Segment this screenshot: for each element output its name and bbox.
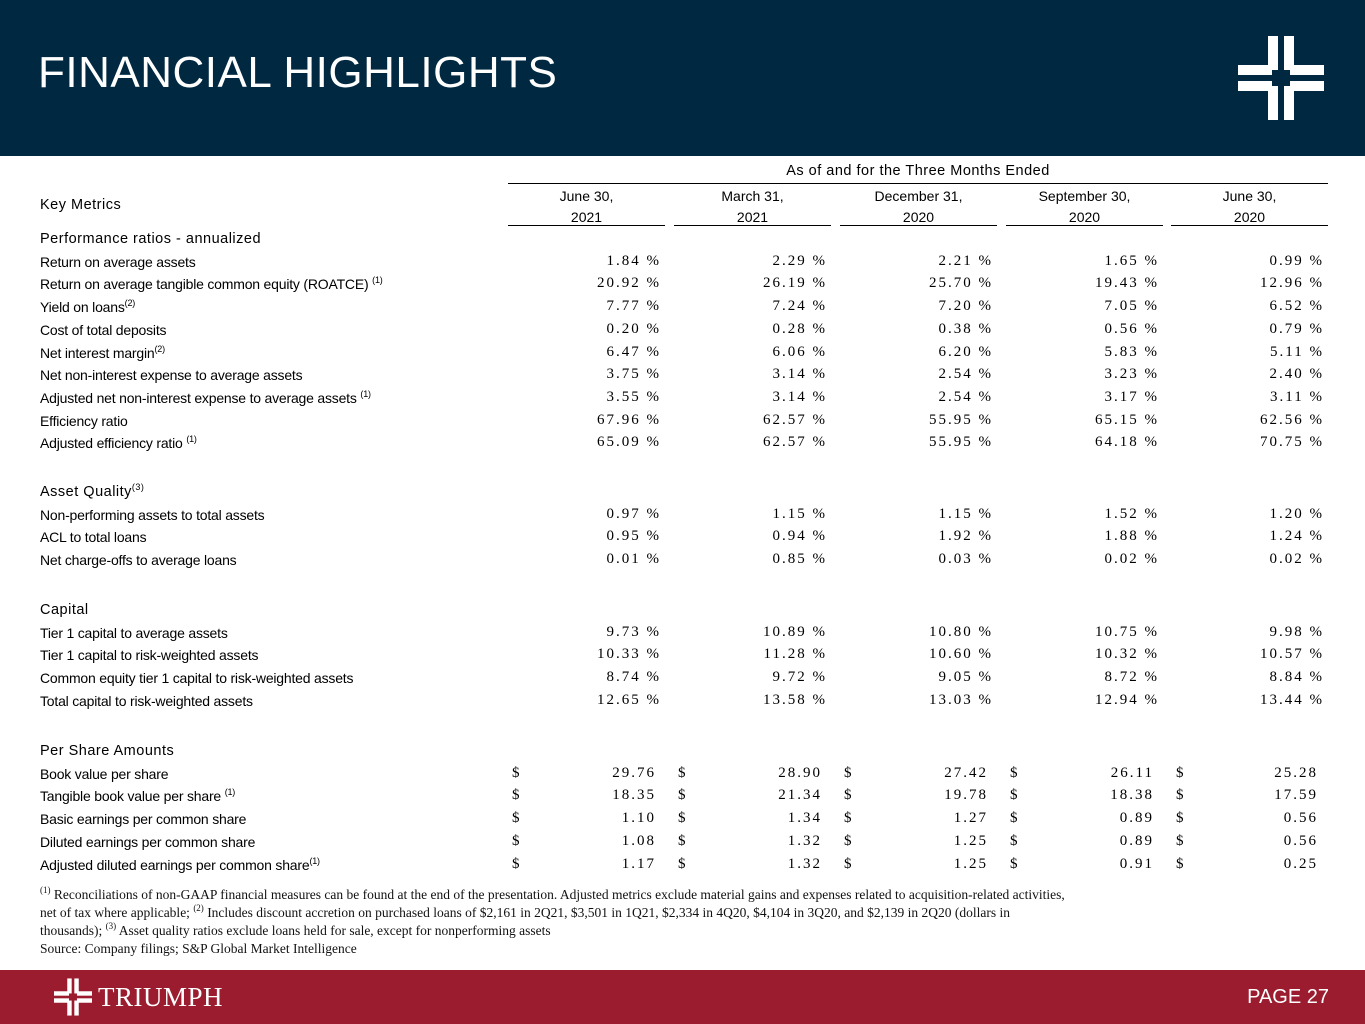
- metric-label: [40, 857, 320, 873]
- currency-symbol: $: [512, 787, 520, 804]
- table-cell: 18.35: [612, 787, 656, 804]
- metric-label: [40, 834, 255, 850]
- table-cell: 10.80 %: [929, 623, 993, 640]
- table-cell: 10.60 %: [929, 646, 993, 663]
- table-cell: 0.97 %: [606, 505, 661, 522]
- currency-symbol: $: [1010, 855, 1018, 872]
- table-cell: 7.24 %: [772, 298, 827, 315]
- table-cell: 9.72 %: [772, 669, 827, 686]
- table-cell: 3.14 %: [772, 366, 827, 383]
- section-title: [40, 484, 144, 500]
- table-row: [0, 411, 1365, 433]
- table-cell: 11.28 %: [763, 646, 827, 663]
- table-cell: 2.40 %: [1269, 366, 1324, 383]
- table-row: [0, 786, 1365, 808]
- metric-label: [40, 345, 165, 361]
- footnotes: [40, 886, 1330, 958]
- table-cell: 0.01 %: [606, 551, 661, 568]
- column-header: [1171, 186, 1328, 228]
- table-cell: 1.92 %: [938, 528, 993, 545]
- footnote-1-text-cont: net of tax where applicable;: [40, 905, 194, 920]
- table-cell: 0.95 %: [606, 528, 661, 545]
- column-header-rule: [508, 225, 665, 226]
- column-header-year: 2020: [902, 209, 935, 225]
- column-header-date: June 30,: [559, 188, 614, 204]
- column-header: [674, 186, 831, 228]
- table-cell: 2.54 %: [938, 366, 993, 383]
- metric-label: [40, 811, 246, 827]
- table-cell: 0.56: [1283, 832, 1318, 849]
- table-cell: 13.58 %: [763, 691, 827, 708]
- section-header-row: [0, 600, 1365, 622]
- column-header-rule: [1006, 225, 1163, 226]
- footnote-2-text-cont: thousands);: [40, 923, 106, 938]
- section-title-text: Asset Quality: [40, 484, 132, 500]
- metric-label: [40, 254, 196, 270]
- table-cell: 2.54 %: [938, 388, 993, 405]
- table-row: [0, 645, 1365, 667]
- table-cell: 9.05 %: [938, 669, 993, 686]
- metric-label-text: Return on average assets: [40, 253, 196, 270]
- section-title: [40, 602, 89, 618]
- table-cell: 65.09 %: [597, 434, 661, 451]
- column-header-year: 2021: [570, 209, 603, 225]
- section-title: [40, 743, 174, 759]
- table-cell: 67.96 %: [597, 411, 661, 428]
- table-row: [0, 505, 1365, 527]
- metric-label: [40, 693, 253, 709]
- currency-symbol: $: [844, 764, 852, 781]
- table-cell: 65.15 %: [1095, 411, 1159, 428]
- table-cell: 8.72 %: [1104, 669, 1159, 686]
- metric-label: [40, 647, 258, 663]
- column-header-date: June 30,: [1222, 188, 1277, 204]
- table-cell: 13.44 %: [1260, 691, 1324, 708]
- table-cell: 5.83 %: [1104, 343, 1159, 360]
- currency-symbol: $: [512, 764, 520, 781]
- table-cell: 1.25: [953, 855, 988, 872]
- metric-label-text: Cost of total deposits: [40, 321, 167, 338]
- currency-symbol: $: [844, 855, 852, 872]
- footnote-line-2: [40, 904, 1330, 922]
- table-cell: 0.02 %: [1269, 551, 1324, 568]
- table-cell: 0.85 %: [772, 551, 827, 568]
- table-cell: 1.84 %: [606, 252, 661, 269]
- table-row: [0, 343, 1365, 365]
- table-row: [0, 252, 1365, 274]
- metric-label-text: Diluted earnings per common share: [40, 833, 256, 850]
- table-cell: 6.20 %: [938, 343, 993, 360]
- footnote-marker: (2): [154, 343, 165, 354]
- table-cell: 7.77 %: [606, 298, 661, 315]
- currency-symbol: $: [844, 832, 852, 849]
- table-cell: 10.32 %: [1095, 646, 1159, 663]
- table-cell: 19.43 %: [1095, 275, 1159, 292]
- column-header: [840, 186, 997, 228]
- table-cell: 20.92 %: [597, 275, 661, 292]
- currency-symbol: $: [678, 855, 686, 872]
- table-cell: 1.52 %: [1104, 505, 1159, 522]
- table-cell: 1.08: [621, 832, 656, 849]
- table-cell: 0.56 %: [1104, 320, 1159, 337]
- metric-label-text: Tier 1 capital to average assets: [40, 624, 228, 641]
- footnote-marker: (1): [224, 787, 236, 798]
- column-header-date: March 31,: [721, 188, 784, 204]
- metric-label-text: Tangible book value per share: [40, 788, 221, 805]
- table-cell: 25.28: [1274, 764, 1318, 781]
- section-title-text: Performance ratios - annualized: [40, 231, 262, 247]
- table-cell: 0.03 %: [938, 551, 993, 568]
- table-cell: 0.20 %: [606, 320, 661, 337]
- table-cell: 0.38 %: [938, 320, 993, 337]
- header-bar: [0, 0, 1365, 156]
- table-cell: 5.11 %: [1270, 343, 1324, 360]
- table-cell: 8.84 %: [1269, 669, 1324, 686]
- table-cell: 62.56 %: [1260, 411, 1324, 428]
- page-title: FINANCIAL HIGHLIGHTS: [38, 48, 558, 97]
- table-cell: 62.57 %: [763, 411, 827, 428]
- table-cell: 1.88 %: [1104, 528, 1159, 545]
- metric-label-text: Return on average tangible common equity (ROATCE): [40, 276, 369, 293]
- table-cell: 70.75 %: [1260, 434, 1324, 451]
- metric-label-text: Tier 1 capital to risk-weighted assets: [40, 647, 259, 664]
- metric-label-text: Net interest margin: [40, 344, 155, 361]
- table-cell: 10.89 %: [763, 623, 827, 640]
- table-row: [0, 433, 1365, 455]
- currency-symbol: $: [1176, 787, 1184, 804]
- metric-label: [40, 299, 135, 315]
- metric-label: [40, 322, 166, 338]
- table-cell: 1.15 %: [772, 505, 827, 522]
- table-cell: 0.89: [1119, 832, 1154, 849]
- metric-label-text: Common equity tier 1 capital to risk-weighted assets: [40, 670, 354, 687]
- table-cell: 6.52 %: [1269, 298, 1324, 315]
- table-cell: 1.25: [953, 832, 988, 849]
- table-cell: 7.05 %: [1104, 298, 1159, 315]
- table-cell: 2.29 %: [772, 252, 827, 269]
- table-cell: 17.59: [1274, 787, 1318, 804]
- table-cell: 25.70 %: [929, 275, 993, 292]
- table-cell: 7.20 %: [938, 298, 993, 315]
- currency-symbol: $: [512, 855, 520, 872]
- metric-label-text: Efficiency ratio: [40, 412, 128, 429]
- table-cell: 2.21 %: [938, 252, 993, 269]
- table-row: [0, 691, 1365, 713]
- section-header-row: [0, 741, 1365, 763]
- metric-label-text: Book value per share: [40, 765, 169, 782]
- footnote-marker: (1): [309, 855, 320, 866]
- table-cell: 3.55 %: [606, 388, 661, 405]
- table-row: [0, 550, 1365, 572]
- table-cell: 0.02 %: [1104, 551, 1159, 568]
- metric-label: [40, 766, 168, 782]
- table-cell: 3.14 %: [772, 388, 827, 405]
- table-cell: 1.32: [787, 832, 822, 849]
- table-cell: 1.32: [787, 855, 822, 872]
- table-row: [0, 527, 1365, 549]
- table-cell: 26.19 %: [763, 275, 827, 292]
- table-cell: 10.75 %: [1095, 623, 1159, 640]
- footnote-marker: (3): [131, 482, 145, 492]
- table-cell: 29.76: [612, 764, 656, 781]
- table-row: [0, 764, 1365, 786]
- column-header-rule: [674, 225, 831, 226]
- table-cell: 21.34: [778, 787, 822, 804]
- footnote-marker: (1): [360, 388, 371, 399]
- table-cell: 6.47 %: [606, 343, 661, 360]
- table-row: [0, 668, 1365, 690]
- metric-label-text: Total capital to risk-weighted assets: [40, 692, 253, 709]
- table-cell: 0.56: [1283, 810, 1318, 827]
- currency-symbol: $: [1010, 810, 1018, 827]
- footnote-marker: (1): [186, 434, 197, 445]
- footnote-1-marker: (1): [40, 885, 51, 895]
- footnote-line-1: [40, 886, 1330, 904]
- table-cell: 0.79 %: [1269, 320, 1324, 337]
- source-line: Source: Company filings; S&P Global Market Intelligence: [40, 941, 357, 956]
- table-cell: 1.15 %: [938, 505, 993, 522]
- currency-symbol: $: [1176, 855, 1184, 872]
- table-cell: 6.06 %: [772, 343, 827, 360]
- metric-label: [40, 670, 353, 686]
- section-title: [40, 231, 261, 247]
- footer-bar: [0, 970, 1365, 1024]
- metric-label-text: Adjusted diluted earnings per common share: [40, 856, 310, 873]
- metric-label-text: Net charge-offs to average loans: [40, 552, 237, 569]
- metric-label-text: Yield on loans: [40, 299, 125, 316]
- period-header-rule: [508, 183, 1328, 184]
- currency-symbol: $: [678, 810, 686, 827]
- column-header-rule: [840, 225, 997, 226]
- section-header-row: [0, 229, 1365, 251]
- metric-label: [40, 390, 371, 406]
- table-row: [0, 809, 1365, 831]
- table-cell: 0.28 %: [772, 320, 827, 337]
- table-cell: 27.42: [944, 764, 988, 781]
- currency-symbol: $: [844, 787, 852, 804]
- metric-label: [40, 276, 383, 292]
- table-row: [0, 623, 1365, 645]
- currency-symbol: $: [1176, 832, 1184, 849]
- table-cell: 10.33 %: [597, 646, 661, 663]
- table-cell: 1.34: [787, 810, 822, 827]
- table-cell: 0.91: [1119, 855, 1154, 872]
- table-cell: 19.78: [944, 787, 988, 804]
- metric-label-text: Basic earnings per common share: [40, 811, 247, 828]
- metric-label: [40, 529, 146, 545]
- table-cell: 9.73 %: [606, 623, 661, 640]
- table-cell: 55.95 %: [929, 411, 993, 428]
- table-cell: 55.95 %: [929, 434, 993, 451]
- triumph-cross-logo-icon: [1238, 36, 1324, 120]
- currency-symbol: $: [1176, 764, 1184, 781]
- column-header-date: September 30,: [1038, 188, 1131, 204]
- table-cell: 8.74 %: [606, 669, 661, 686]
- table-cell: 12.94 %: [1095, 691, 1159, 708]
- period-header: As of and for the Three Months Ended: [786, 163, 1050, 179]
- table-row: [0, 388, 1365, 410]
- footnote-2-text: Includes discount accretion on purchased loans of $2,161 in 2Q21, $3,501 in 1Q21, $2,334 in 4Q20, $4,104 in 3Q20, and $2,139 in 2Q20 (dollars in: [203, 905, 1010, 920]
- metric-label: [40, 625, 228, 641]
- table-cell: 10.57 %: [1260, 646, 1324, 663]
- table-cell: 0.25: [1283, 855, 1318, 872]
- footnote-3-marker: (3): [105, 921, 117, 931]
- footnote-marker: (1): [372, 275, 383, 286]
- currency-symbol: $: [1176, 810, 1184, 827]
- currency-symbol: $: [512, 832, 520, 849]
- footer-brand-text: TRIUMPH: [98, 981, 224, 1012]
- key-metrics-label: Key Metrics: [40, 197, 122, 213]
- footnote-3-text: Asset quality ratios exclude loans held for sale, except for nonperforming assets: [116, 923, 551, 938]
- currency-symbol: $: [512, 810, 520, 827]
- table-row: [0, 297, 1365, 319]
- triumph-cross-small-icon: [54, 978, 92, 1016]
- section-title-text: Per Share Amounts: [40, 743, 175, 759]
- page-number: PAGE 27: [1247, 986, 1329, 1008]
- table-cell: 1.24 %: [1269, 528, 1324, 545]
- currency-symbol: $: [678, 832, 686, 849]
- metric-label: [40, 367, 302, 383]
- table-cell: 3.75 %: [606, 366, 661, 383]
- table-row: [0, 274, 1365, 296]
- table-cell: 1.20 %: [1269, 505, 1324, 522]
- table-row: [0, 365, 1365, 387]
- currency-symbol: $: [1010, 764, 1018, 781]
- metric-label: [40, 507, 264, 523]
- table-cell: 0.89: [1119, 810, 1154, 827]
- metric-label-text: Adjusted net non-interest expense to average assets: [40, 389, 357, 406]
- table-cell: 12.65 %: [597, 691, 661, 708]
- column-header-year: 2021: [736, 209, 769, 225]
- column-header: [1006, 186, 1163, 228]
- column-header-rule: [1171, 225, 1328, 226]
- section-header-row: [0, 482, 1365, 504]
- table-cell: 64.18 %: [1095, 434, 1159, 451]
- metric-label-text: Non-performing assets to total assets: [40, 506, 265, 523]
- metric-label-text: Adjusted efficiency ratio: [40, 435, 183, 452]
- column-header-year: 2020: [1233, 209, 1266, 225]
- table-row: [0, 855, 1365, 877]
- column-header-year: 2020: [1068, 209, 1101, 225]
- metric-label: [40, 435, 197, 451]
- footnote-2-marker: (2): [193, 903, 204, 913]
- currency-symbol: $: [844, 810, 852, 827]
- footer-logo: [54, 978, 223, 1016]
- table-cell: 0.94 %: [772, 528, 827, 545]
- footnote-1-text: Reconciliations of non-GAAP financial measures can be found at the end of the presentation. Adjusted metrics exclude material gains and expenses related to acquisition-related activities,: [50, 887, 1065, 902]
- metric-label-text: Net non-interest expense to average assets: [40, 367, 303, 384]
- currency-symbol: $: [678, 787, 686, 804]
- footnote-marker: (2): [124, 298, 136, 309]
- table-cell: 1.65 %: [1104, 252, 1159, 269]
- table-cell: 26.11: [1110, 764, 1154, 781]
- table-cell: 1.27: [953, 810, 988, 827]
- table-row: [0, 832, 1365, 854]
- metric-label: [40, 552, 236, 568]
- table-cell: 12.96 %: [1260, 275, 1324, 292]
- table-cell: 3.17 %: [1104, 388, 1159, 405]
- metric-label: [40, 413, 128, 429]
- currency-symbol: $: [678, 764, 686, 781]
- table-cell: 18.38: [1110, 787, 1154, 804]
- table-cell: 3.11 %: [1270, 388, 1324, 405]
- table-cell: 1.17: [621, 855, 656, 872]
- table-cell: 0.99 %: [1269, 252, 1324, 269]
- metric-label-text: ACL to total loans: [40, 529, 147, 546]
- column-header: [508, 186, 665, 228]
- footnote-line-3: [40, 922, 1330, 940]
- table-cell: 9.98 %: [1269, 623, 1324, 640]
- currency-symbol: $: [1010, 787, 1018, 804]
- table-cell: 28.90: [778, 764, 822, 781]
- table-cell: 3.23 %: [1104, 366, 1159, 383]
- currency-symbol: $: [1010, 832, 1018, 849]
- table-cell: 62.57 %: [763, 434, 827, 451]
- section-title-text: Capital: [40, 602, 89, 618]
- column-header-date: December 31,: [874, 188, 963, 204]
- table-cell: 13.03 %: [929, 691, 993, 708]
- table-row: [0, 320, 1365, 342]
- table-cell: 1.10: [621, 810, 656, 827]
- metric-label: [40, 788, 235, 804]
